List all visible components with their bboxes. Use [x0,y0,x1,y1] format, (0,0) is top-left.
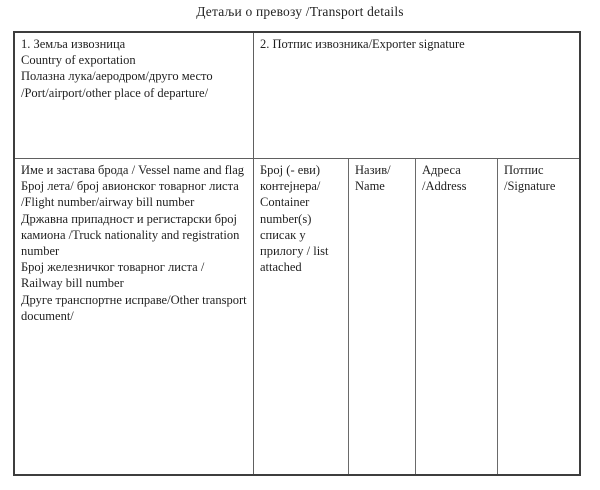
field-label-item: Државна припадност и регистарски број камиона /Truck nationality and registration number [21,211,240,259]
column-name [349,159,416,474]
column-header-line: /Address [422,179,467,194]
field-label-line: Country of exportation [21,53,136,68]
column-signature [498,159,579,474]
column-header-line: контејнера/ [260,179,321,194]
field-label-item: Име и застава брода / Vessel name and flag [21,163,245,177]
table-row-top [15,33,579,159]
column-header-line: /Signature [504,179,556,194]
column-header-line: Адреса [422,163,461,177]
field-label-line: Полазна лука/аеродром/друго место [21,69,213,84]
column-header-line: списак у [260,227,306,242]
field-country-of-exportation [15,33,254,158]
column-header-line: Назив/ [355,163,391,177]
column-header-line: прилогу / list [260,244,329,259]
column-container-number [254,159,349,474]
field-exporter-signature [254,33,579,158]
field-label-line: /Port/airport/other place of departure/ [21,85,209,100]
column-header-line: Container [260,195,310,210]
table-row-bottom [15,159,579,474]
transport-details-table [13,31,581,476]
column-header-line: Потпис [504,163,544,177]
field-label-line: 2. Потпис извозника/Exporter signature [260,37,465,51]
column-address [416,159,498,474]
document-title: Детаљи о превозу /Transport details [196,4,404,19]
column-header-line: number(s) [260,211,312,226]
column-header-line: attached [260,260,302,275]
field-label-item: Број лета/ број авионског товарног листа /Flight number/airway bill number [21,179,239,210]
column-header-line: Name [355,179,385,194]
column-header-line: Број (- еви) [260,163,321,177]
field-label-item: Број железничког товарног листа / Railway bill number [21,260,205,291]
field-label-line: 1. Земља извозница [21,37,126,51]
field-transport-documents [15,159,254,474]
field-label-item: Друге транспортне исправе/Other transport document/ [21,292,247,323]
